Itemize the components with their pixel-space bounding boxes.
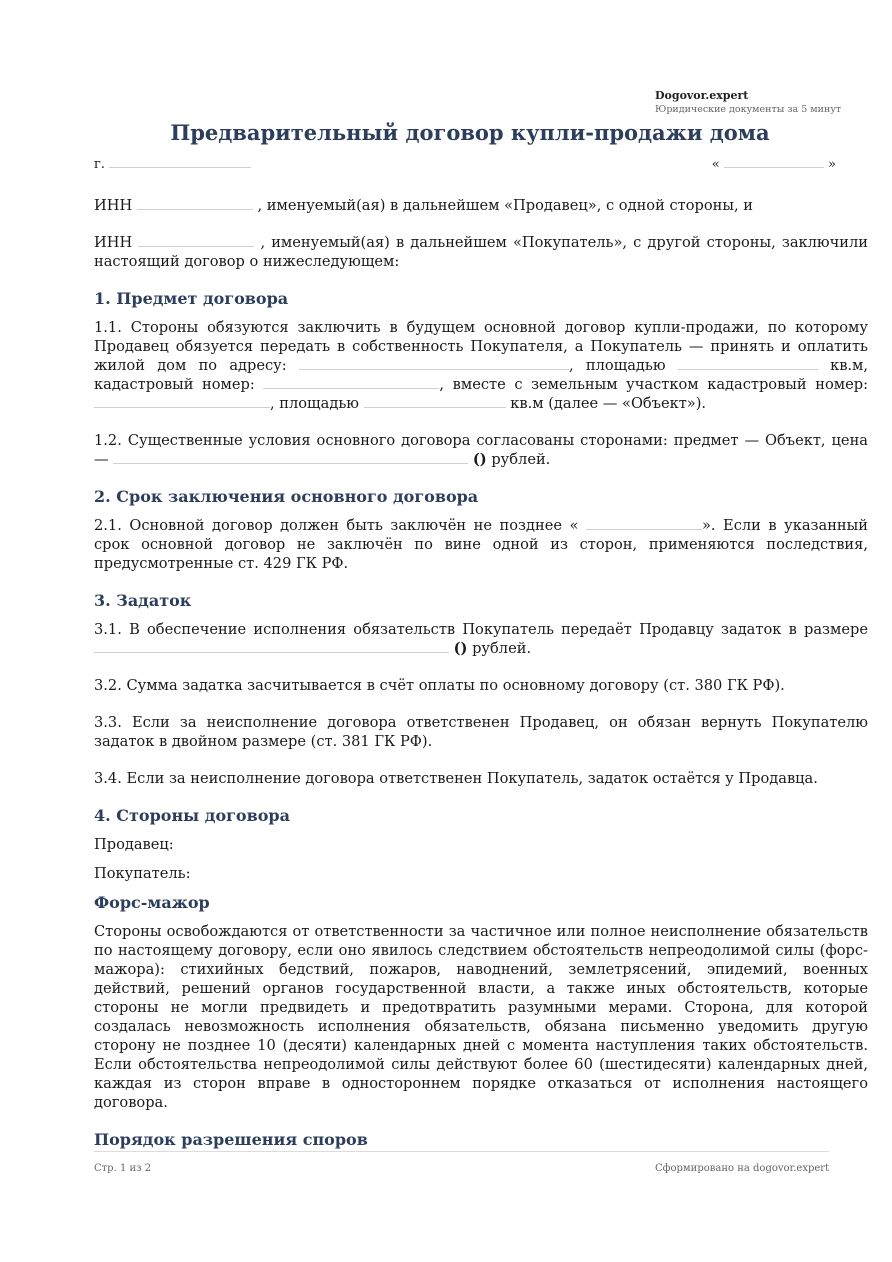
- disputes-heading: Порядок разрешения споров: [94, 1130, 368, 1149]
- buyer-inn-label: ИНН: [94, 234, 133, 251]
- house-area-blank[interactable]: [678, 357, 818, 370]
- clause-1-1: [94, 318, 868, 413]
- date-blank[interactable]: [724, 155, 824, 168]
- section-3-heading: 3. Задаток: [94, 591, 192, 610]
- house-cadastral-blank[interactable]: [263, 376, 439, 389]
- clause-1-1-text-f: кв.м (далее — «Объект»).: [510, 395, 707, 412]
- price-blank[interactable]: [113, 451, 468, 464]
- land-area-blank[interactable]: [364, 395, 506, 408]
- clause-3-2: 3.2. Сумма задатка засчитывается в счёт оплаты по основному договору (ст. 380 ГК РФ).: [94, 677, 785, 694]
- clause-3-4: 3.4. Если за неисполнение договора ответственен Покупатель, задаток остаётся у Продавца.: [94, 770, 818, 787]
- seller-inn-label: ИНН: [94, 197, 133, 214]
- clause-1-1-text-c: кв.м, кадастровый номер:: [94, 357, 869, 393]
- section-1-heading: 1. Предмет договора: [94, 289, 289, 308]
- date-field: [712, 155, 836, 172]
- deadline-blank[interactable]: [586, 517, 702, 530]
- address-blank[interactable]: [299, 357, 569, 370]
- clause-3-1-text-b: рублей.: [472, 640, 532, 657]
- city-field: [94, 155, 251, 172]
- clause-1-1-text-e: , площадью: [270, 395, 359, 412]
- land-cadastral-blank[interactable]: [94, 395, 270, 408]
- intro-buyer: [94, 233, 868, 271]
- clause-2-1: [94, 516, 868, 573]
- page-number: Стр. 1 из 2: [94, 1163, 152, 1174]
- section-2-heading: 2. Срок заключения основного договора: [94, 487, 479, 506]
- buyer-intro-text: , именуемый(ая) в дальнейшем «Покупатель», с другой стороны, заключили настоящий договор о нижеследующем:: [94, 234, 869, 270]
- clause-2-1-text-b: ». Если в указанный срок основной договор не заключён по вине одной из сторон, применяются последствия, предусмотренные ст. 429 ГК РФ.: [94, 517, 869, 572]
- clause-1-1-text-d: , вместе с земельным участком кадастровый номер:: [439, 376, 869, 393]
- clause-3-3: 3.3. Если за неисполнение договора ответственен Продавец, он обязан вернуть Покупателю задаток в двойном размере (ст. 381 ГК РФ).: [94, 714, 868, 750]
- force-majeure-text: Стороны освобождаются от ответственности за частичное или полное неисполнение обязательств по настоящему договору, если оно явилось следствием обстоятельств непреодолимой силы (форс-мажора): стихийных бедствий, пожаров, наводнений, землетрясений, эпидемий, военных действий, решений органов государственной власти, а также иных обстоятельств, которые стороны не могли предвидеть и предотвратить разумными мерами. Сторона, для которой создалась невозможность исполнения обязательств, обязана письменно уведомить другую сторону не позднее 10 (десяти) календарных дней с момента наступления таких обстоятельств. Если обстоятельства непреодолимой силы действуют более 60 (шестидесяти) календарных дней, каждая из сторон вправе в одностороннем порядке отказаться от исполнения настоящего договора.: [94, 923, 868, 1111]
- clause-2-1-text-a: 2.1. Основной договор должен быть заключён не позднее «: [94, 517, 579, 534]
- date-open-quote: «: [711, 157, 720, 172]
- clause-1-2: [94, 431, 868, 469]
- section-4-heading: 4. Стороны договора: [94, 806, 290, 825]
- generated-note: Сформировано на dogovor.expert: [655, 1163, 830, 1174]
- place-date-row: [94, 155, 836, 175]
- clause-3-1-text-a: 3.1. В обеспечение исполнения обязательств Покупатель передаёт Продавцу задаток в размере: [94, 621, 868, 638]
- document-title: Предварительный договор купли-продажи дома: [170, 120, 770, 145]
- deposit-words-paren: (): [453, 640, 468, 657]
- city-blank[interactable]: [109, 155, 251, 168]
- deposit-blank[interactable]: [94, 640, 449, 653]
- party-buyer-label: Покупатель:: [94, 865, 191, 882]
- seller-inn-blank[interactable]: [137, 197, 253, 210]
- city-prefix: г.: [94, 157, 105, 172]
- force-majeure-heading: Форс-мажор: [94, 893, 210, 912]
- document-body: [94, 196, 868, 1159]
- clause-3-1: [94, 620, 868, 658]
- seller-intro-text: , именуемый(ая) в дальнейшем «Продавец», с одной стороны, и: [257, 197, 753, 214]
- price-words-paren: (): [472, 451, 487, 468]
- brand-tagline: Юридические документы за 5 минут: [655, 104, 842, 115]
- brand-block: [655, 88, 855, 117]
- clause-1-2-text-a: 1.2. Существенные условия основного договора согласованы сторонами: предмет — Объект, цена —: [94, 432, 868, 468]
- clause-1-1-text-a: 1.1. Стороны обязуются заключить в будущем основной договор купли-продажи, по которому Продавец обязуется передать в собственность Покупателя, а Покупатель — принять и оплатить жилой дом по адресу:: [94, 319, 868, 374]
- party-seller-label: Продавец:: [94, 836, 174, 853]
- clause-1-1-text-b: , площадью: [568, 357, 666, 374]
- buyer-inn-blank[interactable]: [138, 234, 254, 247]
- date-close-quote: »: [828, 157, 836, 172]
- footer-divider: [94, 1151, 829, 1152]
- brand-name: Dogovor.expert: [655, 89, 749, 102]
- intro-seller: [94, 196, 868, 215]
- clause-1-2-text-b: рублей.: [491, 451, 551, 468]
